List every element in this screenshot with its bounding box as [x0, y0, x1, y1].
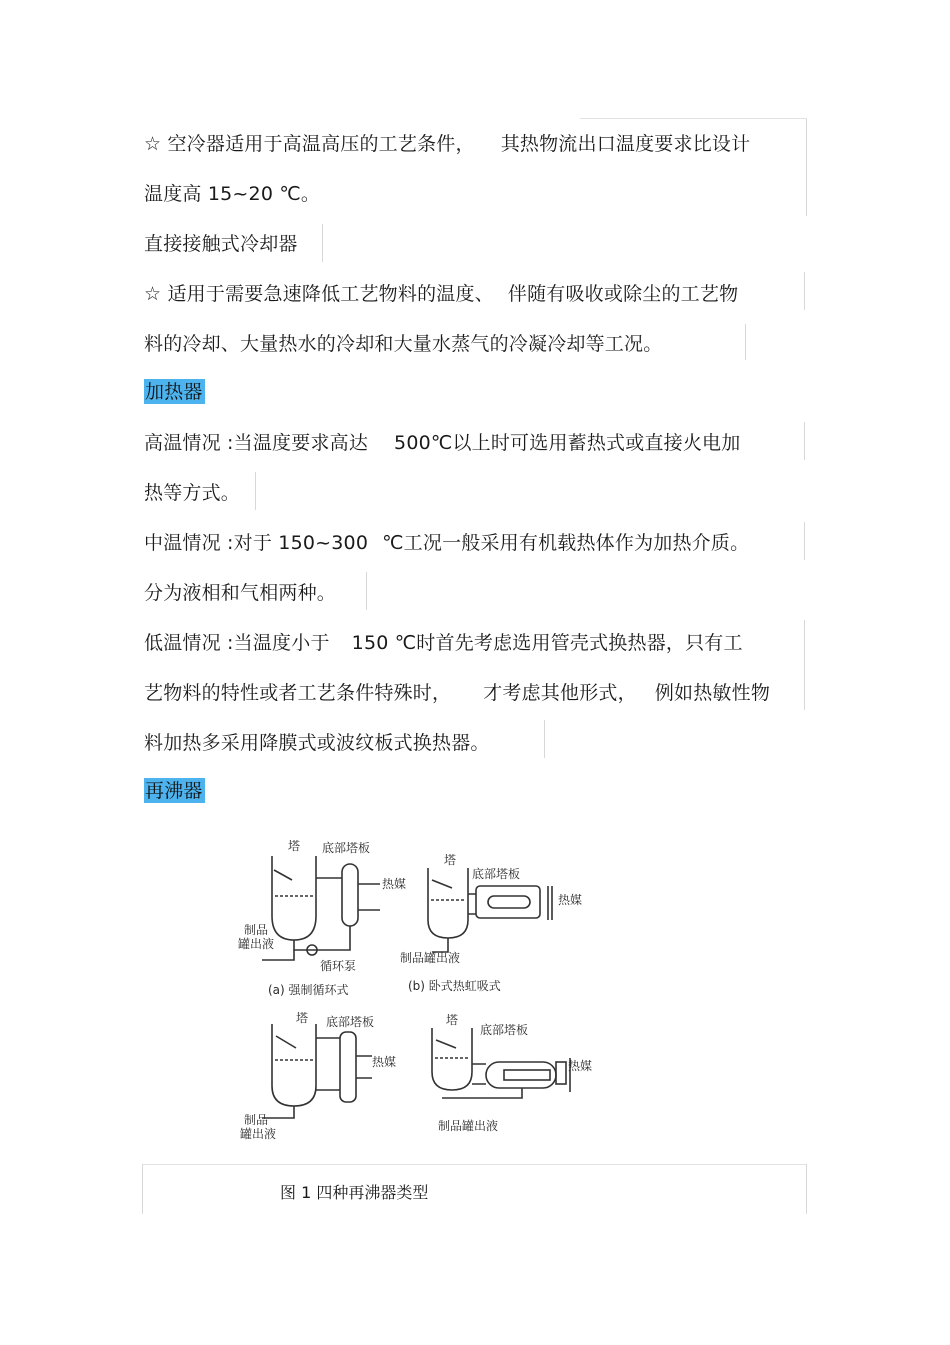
label-heat-medium: 热媒: [372, 1055, 397, 1069]
heater-low-line-1: [144, 630, 743, 656]
margin-rule: [366, 572, 367, 610]
exchanger-a: [342, 864, 358, 926]
label-type-a: (a) 强制循环式: [268, 983, 349, 997]
text-fragment: ℃工况一般采用有机载热体作为加热介质。: [382, 532, 750, 554]
heater-low-line-2: [144, 680, 770, 706]
label-product: 制品: [244, 1113, 269, 1127]
label-tower: 塔: [296, 1011, 309, 1025]
label-bottom-tray: 底部塔板: [326, 1015, 375, 1029]
margin-rule: [804, 522, 805, 560]
label-bottom-tray: 底部塔板: [480, 1023, 529, 1037]
bottom-tray-b: [432, 880, 452, 888]
kettle-shell-d: [486, 1062, 556, 1088]
margin-rule: [806, 118, 807, 216]
reboiler-diagram: [232, 828, 622, 1158]
margin-rule: [322, 224, 323, 262]
margin-rule: [806, 1164, 807, 1214]
label-type-b: (b) 卧式热虹吸式: [408, 979, 501, 993]
connections-d: [472, 1064, 486, 1084]
label-product-tank: 罐出液: [240, 1127, 277, 1141]
heater-high-line-1: [144, 430, 740, 456]
bottom-tray-c: [276, 1036, 296, 1048]
section-heading: 再沸器: [145, 780, 203, 802]
connections-c: [316, 1038, 340, 1090]
margin-rule: [804, 620, 805, 710]
label-product: 制品: [244, 923, 269, 937]
direct-cooler-line-2: 料的冷却、大量热水的冷却和大量水蒸气的冷凝冷却等工况。: [144, 333, 663, 355]
text-fragment: 150 ℃时首先考虑选用管壳式换热器，只有工: [351, 632, 743, 654]
section-heading: 加热器: [145, 381, 203, 403]
text-fragment: 500℃以上时可选用蓄热式或直接火电加: [394, 432, 741, 454]
label-bottom-tray: 底部塔板: [472, 867, 521, 881]
bottom-tray-d: [436, 1040, 456, 1048]
heater-mid-line-2: 分为液相和气相两种。: [144, 582, 337, 604]
tube-bundle-d: [504, 1070, 550, 1080]
bottom-tray-a: [274, 870, 292, 880]
label-heat-medium: 热媒: [382, 877, 407, 891]
label-heat-medium: 热媒: [558, 893, 583, 907]
margin-rule: [255, 472, 256, 510]
margin-rule: [804, 422, 805, 460]
text-fragment: 其热物流出口温度要求比设计: [500, 133, 751, 155]
text-fragment: 例如热敏性物: [654, 682, 771, 704]
tower-vessel-d: [432, 1028, 472, 1090]
heater-heading: [144, 379, 205, 405]
product-out-b: [432, 938, 448, 952]
label-tower: 塔: [446, 1013, 459, 1027]
label-tower: 塔: [288, 839, 301, 853]
product-out-a: [262, 950, 294, 960]
text-fragment: 中温情况 :对于 150~300: [144, 532, 369, 554]
tower-vessel-a: [272, 856, 316, 940]
margin-rule: [544, 720, 545, 758]
label-product-tank: 制品罐出液: [438, 1119, 499, 1133]
text-fragment: ☆ 适用于需要急速降低工艺物料的温度、: [144, 283, 494, 305]
air-cooler-line-2: 温度高 15~20 ℃。: [144, 183, 321, 205]
label-bottom-tray: 底部塔板: [322, 841, 371, 855]
margin-rule: [745, 324, 746, 360]
heat-medium-b: [548, 886, 552, 920]
air-cooler-line-1: [144, 131, 750, 157]
text-fragment: 低温情况 :当温度小于: [144, 632, 330, 654]
label-heat-medium: 热媒: [568, 1059, 593, 1073]
text-fragment: 伴随有吸收或除尘的工艺物: [507, 283, 739, 305]
heater-high-line-2: 热等方式。: [144, 482, 241, 504]
margin-rule: [142, 1164, 143, 1214]
text-fragment: 艺物料的特性或者工艺条件特殊时，: [144, 682, 452, 704]
text-fragment: 才考虑其他形式，: [483, 682, 637, 704]
margin-rule: [804, 272, 805, 310]
connections-b: [468, 894, 476, 914]
tube-bundle-b: [488, 896, 530, 908]
label-product-tank: 罐出液: [238, 937, 275, 951]
direct-cooler-line-1: [144, 281, 738, 307]
label-tower: 塔: [444, 853, 457, 867]
head-d: [556, 1062, 566, 1084]
direct-cooler-title: 直接接触式冷却器: [144, 233, 298, 255]
text-fragment: 高温情况 :当温度要求高达: [144, 432, 369, 454]
reboiler-types-figure: [232, 828, 622, 1158]
heater-low-line-3: 料加热多采用降膜式或波纹板式换热器。: [144, 732, 490, 754]
margin-rule: [580, 118, 807, 119]
figure-caption: 图 1 四种再沸器类型: [280, 1183, 429, 1202]
heater-mid-line-1: [144, 530, 749, 556]
heat-medium-c: [356, 1056, 372, 1078]
tower-vessel-b: [428, 868, 468, 938]
circulation-line-a: [294, 926, 350, 950]
caption-rule: [142, 1164, 807, 1165]
reboiler-heading: [144, 778, 205, 804]
label-pump: 循环泵: [320, 959, 357, 973]
text-fragment: ☆ 空冷器适用于高温高压的工艺条件，: [144, 133, 475, 155]
label-product-tank: 制品罐出液: [400, 951, 461, 965]
tower-vessel-c: [272, 1024, 316, 1106]
exchanger-c: [340, 1032, 356, 1102]
